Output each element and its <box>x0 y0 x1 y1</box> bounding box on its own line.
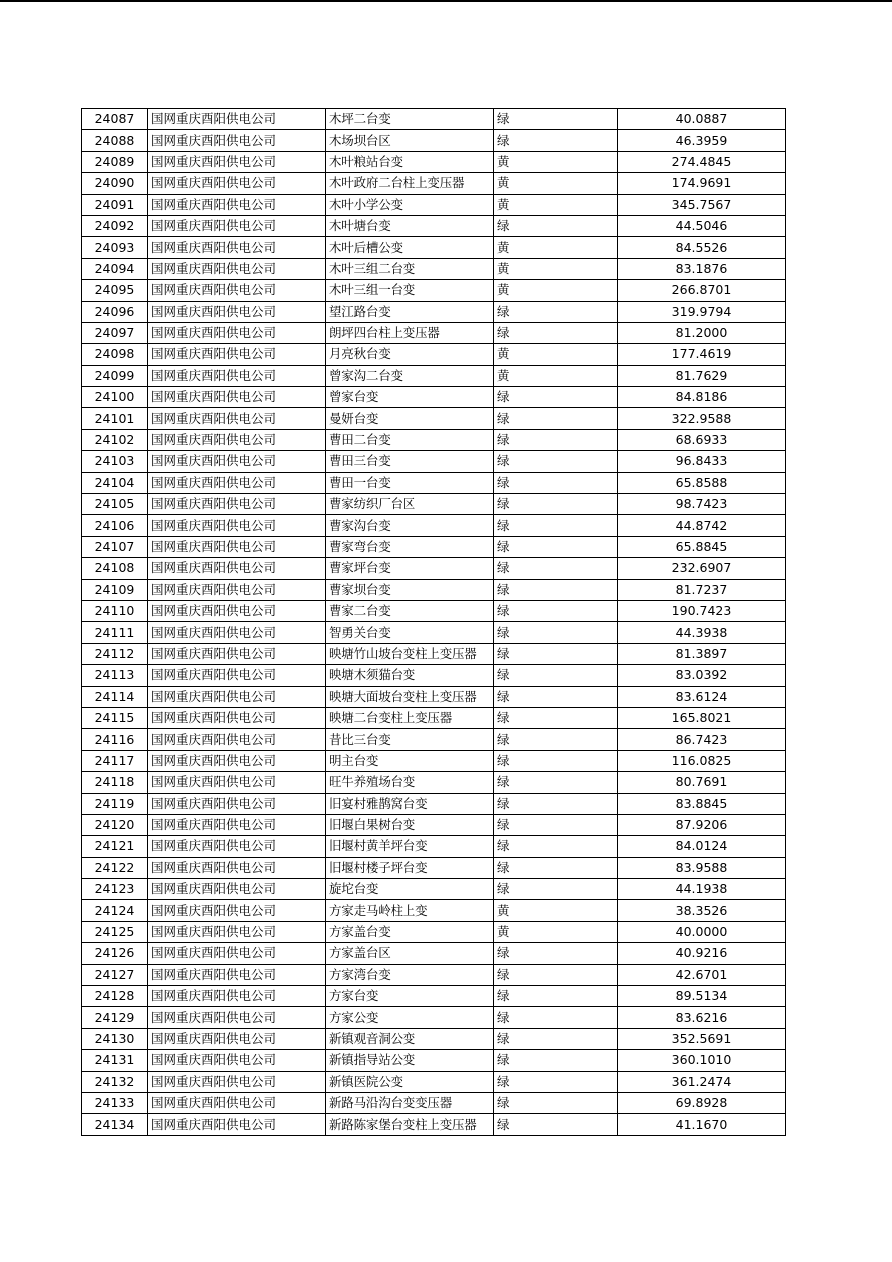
value-cell: 89.5134 <box>618 986 786 1007</box>
company-cell: 国网重庆酉阳供电公司 <box>148 558 326 579</box>
station-name-cell: 曹家二台变 <box>326 600 494 621</box>
table-row <box>82 729 786 750</box>
value-cell: 83.0392 <box>618 665 786 686</box>
station-name-cell: 木叶三组二台变 <box>326 258 494 279</box>
status-level-cell: 绿 <box>494 515 618 536</box>
table-row <box>82 772 786 793</box>
value-cell: 44.8742 <box>618 515 786 536</box>
status-level-cell: 黄 <box>494 344 618 365</box>
status-level-cell: 绿 <box>494 857 618 878</box>
status-level-cell: 绿 <box>494 986 618 1007</box>
company-cell: 国网重庆酉阳供电公司 <box>148 1007 326 1028</box>
table-row <box>82 494 786 515</box>
status-level-cell: 绿 <box>494 622 618 643</box>
row-id-cell: 24104 <box>82 472 148 493</box>
row-id-cell: 24129 <box>82 1007 148 1028</box>
station-name-cell: 月亮秋台变 <box>326 344 494 365</box>
table-row <box>82 1007 786 1028</box>
company-cell: 国网重庆酉阳供电公司 <box>148 900 326 921</box>
value-cell: 232.6907 <box>618 558 786 579</box>
row-id-cell: 24106 <box>82 515 148 536</box>
row-id-cell: 24132 <box>82 1071 148 1092</box>
status-level-cell: 绿 <box>494 109 618 130</box>
company-cell: 国网重庆酉阳供电公司 <box>148 857 326 878</box>
status-level-cell: 绿 <box>494 429 618 450</box>
company-cell: 国网重庆酉阳供电公司 <box>148 1028 326 1049</box>
value-cell: 360.1010 <box>618 1050 786 1071</box>
value-cell: 40.0000 <box>618 921 786 942</box>
station-name-cell: 昔比三台变 <box>326 729 494 750</box>
company-cell: 国网重庆酉阳供电公司 <box>148 1092 326 1113</box>
row-id-cell: 24096 <box>82 301 148 322</box>
row-id-cell: 24122 <box>82 857 148 878</box>
company-cell: 国网重庆酉阳供电公司 <box>148 365 326 386</box>
row-id-cell: 24123 <box>82 879 148 900</box>
status-level-cell: 绿 <box>494 301 618 322</box>
table-row <box>82 986 786 1007</box>
value-cell: 98.7423 <box>618 494 786 515</box>
station-name-cell: 木叶三组一台变 <box>326 280 494 301</box>
station-name-cell: 新镇观音洞公变 <box>326 1028 494 1049</box>
status-level-cell: 绿 <box>494 729 618 750</box>
status-level-cell: 绿 <box>494 322 618 343</box>
station-name-cell: 曾家台变 <box>326 387 494 408</box>
row-id-cell: 24119 <box>82 793 148 814</box>
station-name-cell: 智勇关台变 <box>326 622 494 643</box>
station-name-cell: 旧宴村雅鹊窝台变 <box>326 793 494 814</box>
status-level-cell: 绿 <box>494 558 618 579</box>
row-id-cell: 24105 <box>82 494 148 515</box>
row-id-cell: 24090 <box>82 173 148 194</box>
value-cell: 83.6124 <box>618 686 786 707</box>
value-cell: 44.3938 <box>618 622 786 643</box>
company-cell: 国网重庆酉阳供电公司 <box>148 301 326 322</box>
table-row <box>82 814 786 835</box>
value-cell: 87.9206 <box>618 814 786 835</box>
value-cell: 96.8433 <box>618 451 786 472</box>
value-cell: 81.7629 <box>618 365 786 386</box>
table-row <box>82 173 786 194</box>
status-level-cell: 绿 <box>494 836 618 857</box>
row-id-cell: 24095 <box>82 280 148 301</box>
status-level-cell: 绿 <box>494 1092 618 1113</box>
company-cell: 国网重庆酉阳供电公司 <box>148 258 326 279</box>
status-level-cell: 黄 <box>494 365 618 386</box>
table-row <box>82 1071 786 1092</box>
station-name-cell: 映塘木须猫台变 <box>326 665 494 686</box>
table-row <box>82 643 786 664</box>
status-level-cell: 黄 <box>494 900 618 921</box>
data-table <box>81 108 786 1136</box>
status-level-cell: 绿 <box>494 879 618 900</box>
station-name-cell: 曹田二台变 <box>326 429 494 450</box>
station-name-cell: 木叶小学公变 <box>326 194 494 215</box>
company-cell: 国网重庆酉阳供电公司 <box>148 643 326 664</box>
value-cell: 319.9794 <box>618 301 786 322</box>
value-cell: 361.2474 <box>618 1071 786 1092</box>
table-row <box>82 301 786 322</box>
station-name-cell: 木坪二台变 <box>326 109 494 130</box>
value-cell: 266.8701 <box>618 280 786 301</box>
top-border-line <box>0 0 892 2</box>
company-cell: 国网重庆酉阳供电公司 <box>148 387 326 408</box>
row-id-cell: 24113 <box>82 665 148 686</box>
status-level-cell: 绿 <box>494 750 618 771</box>
row-id-cell: 24131 <box>82 1050 148 1071</box>
status-level-cell: 绿 <box>494 1007 618 1028</box>
table-row <box>82 622 786 643</box>
table-row <box>82 322 786 343</box>
company-cell: 国网重庆酉阳供电公司 <box>148 472 326 493</box>
status-level-cell: 绿 <box>494 793 618 814</box>
row-id-cell: 24098 <box>82 344 148 365</box>
table-row <box>82 194 786 215</box>
value-cell: 274.4845 <box>618 151 786 172</box>
station-name-cell: 朗坪四台柱上变压器 <box>326 322 494 343</box>
row-id-cell: 24118 <box>82 772 148 793</box>
row-id-cell: 24101 <box>82 408 148 429</box>
value-cell: 81.2000 <box>618 322 786 343</box>
value-cell: 322.9588 <box>618 408 786 429</box>
station-name-cell: 曼妍台变 <box>326 408 494 429</box>
row-id-cell: 24111 <box>82 622 148 643</box>
table-row <box>82 130 786 151</box>
company-cell: 国网重庆酉阳供电公司 <box>148 836 326 857</box>
row-id-cell: 24127 <box>82 964 148 985</box>
value-cell: 116.0825 <box>618 750 786 771</box>
company-cell: 国网重庆酉阳供电公司 <box>148 451 326 472</box>
station-name-cell: 曹家坝台变 <box>326 579 494 600</box>
status-level-cell: 绿 <box>494 814 618 835</box>
station-name-cell: 旧堰村黄羊坪台变 <box>326 836 494 857</box>
company-cell: 国网重庆酉阳供电公司 <box>148 429 326 450</box>
row-id-cell: 24110 <box>82 600 148 621</box>
value-cell: 44.1938 <box>618 879 786 900</box>
value-cell: 83.9588 <box>618 857 786 878</box>
row-id-cell: 24133 <box>82 1092 148 1113</box>
row-id-cell: 24120 <box>82 814 148 835</box>
station-name-cell: 新路马沿沟台变变压器 <box>326 1092 494 1113</box>
value-cell: 83.1876 <box>618 258 786 279</box>
status-level-cell: 黄 <box>494 151 618 172</box>
row-id-cell: 24134 <box>82 1114 148 1135</box>
table-row <box>82 964 786 985</box>
table-row <box>82 750 786 771</box>
row-id-cell: 24094 <box>82 258 148 279</box>
value-cell: 352.5691 <box>618 1028 786 1049</box>
company-cell: 国网重庆酉阳供电公司 <box>148 579 326 600</box>
row-id-cell: 24091 <box>82 194 148 215</box>
row-id-cell: 24108 <box>82 558 148 579</box>
value-cell: 42.6701 <box>618 964 786 985</box>
status-level-cell: 绿 <box>494 943 618 964</box>
company-cell: 国网重庆酉阳供电公司 <box>148 665 326 686</box>
table-row <box>82 1092 786 1113</box>
status-level-cell: 绿 <box>494 451 618 472</box>
row-id-cell: 24087 <box>82 109 148 130</box>
status-level-cell: 绿 <box>494 408 618 429</box>
station-name-cell: 方家盖台变 <box>326 921 494 942</box>
company-cell: 国网重庆酉阳供电公司 <box>148 750 326 771</box>
row-id-cell: 24117 <box>82 750 148 771</box>
company-cell: 国网重庆酉阳供电公司 <box>148 151 326 172</box>
row-id-cell: 24116 <box>82 729 148 750</box>
status-level-cell: 绿 <box>494 964 618 985</box>
company-cell: 国网重庆酉阳供电公司 <box>148 322 326 343</box>
station-name-cell: 映塘二台变柱上变压器 <box>326 707 494 728</box>
status-level-cell: 绿 <box>494 494 618 515</box>
table-row <box>82 707 786 728</box>
station-name-cell: 木叶政府二台柱上变压器 <box>326 173 494 194</box>
station-name-cell: 明主台变 <box>326 750 494 771</box>
value-cell: 41.1670 <box>618 1114 786 1135</box>
status-level-cell: 绿 <box>494 579 618 600</box>
status-level-cell: 黄 <box>494 258 618 279</box>
company-cell: 国网重庆酉阳供电公司 <box>148 686 326 707</box>
table-row <box>82 793 786 814</box>
table-row <box>82 515 786 536</box>
table-row <box>82 280 786 301</box>
row-id-cell: 24089 <box>82 151 148 172</box>
station-name-cell: 望江路台变 <box>326 301 494 322</box>
row-id-cell: 24114 <box>82 686 148 707</box>
value-cell: 40.0887 <box>618 109 786 130</box>
company-cell: 国网重庆酉阳供电公司 <box>148 194 326 215</box>
table-row <box>82 665 786 686</box>
value-cell: 83.6216 <box>618 1007 786 1028</box>
status-level-cell: 绿 <box>494 772 618 793</box>
company-cell: 国网重庆酉阳供电公司 <box>148 1050 326 1071</box>
value-cell: 69.8928 <box>618 1092 786 1113</box>
company-cell: 国网重庆酉阳供电公司 <box>148 1071 326 1092</box>
company-cell: 国网重庆酉阳供电公司 <box>148 215 326 236</box>
table-row <box>82 387 786 408</box>
table-row <box>82 215 786 236</box>
company-cell: 国网重庆酉阳供电公司 <box>148 921 326 942</box>
table-row <box>82 451 786 472</box>
status-level-cell: 绿 <box>494 472 618 493</box>
value-cell: 84.5526 <box>618 237 786 258</box>
row-id-cell: 24107 <box>82 536 148 557</box>
row-id-cell: 24103 <box>82 451 148 472</box>
value-cell: 68.6933 <box>618 429 786 450</box>
company-cell: 国网重庆酉阳供电公司 <box>148 622 326 643</box>
company-cell: 国网重庆酉阳供电公司 <box>148 344 326 365</box>
value-cell: 40.9216 <box>618 943 786 964</box>
table-row <box>82 857 786 878</box>
station-name-cell: 木叶后槽公变 <box>326 237 494 258</box>
table-row <box>82 1114 786 1135</box>
row-id-cell: 24097 <box>82 322 148 343</box>
row-id-cell: 24088 <box>82 130 148 151</box>
company-cell: 国网重庆酉阳供电公司 <box>148 772 326 793</box>
status-level-cell: 黄 <box>494 173 618 194</box>
row-id-cell: 24092 <box>82 215 148 236</box>
status-level-cell: 绿 <box>494 1050 618 1071</box>
station-name-cell: 映塘竹山坡台变柱上变压器 <box>326 643 494 664</box>
value-cell: 81.7237 <box>618 579 786 600</box>
table-row <box>82 879 786 900</box>
station-name-cell: 方家湾台变 <box>326 964 494 985</box>
value-cell: 165.8021 <box>618 707 786 728</box>
status-level-cell: 绿 <box>494 536 618 557</box>
company-cell: 国网重庆酉阳供电公司 <box>148 109 326 130</box>
value-cell: 190.7423 <box>618 600 786 621</box>
station-name-cell: 曹田三台变 <box>326 451 494 472</box>
status-level-cell: 绿 <box>494 1114 618 1135</box>
status-level-cell: 绿 <box>494 707 618 728</box>
company-cell: 国网重庆酉阳供电公司 <box>148 707 326 728</box>
value-cell: 83.8845 <box>618 793 786 814</box>
table-row <box>82 921 786 942</box>
row-id-cell: 24124 <box>82 900 148 921</box>
company-cell: 国网重庆酉阳供电公司 <box>148 280 326 301</box>
table-row <box>82 344 786 365</box>
station-name-cell: 映塘大面坡台变柱上变压器 <box>326 686 494 707</box>
station-name-cell: 曹家沟台变 <box>326 515 494 536</box>
table-row <box>82 943 786 964</box>
status-level-cell: 黄 <box>494 237 618 258</box>
station-name-cell: 方家盖台区 <box>326 943 494 964</box>
station-name-cell: 曾家沟二台变 <box>326 365 494 386</box>
company-cell: 国网重庆酉阳供电公司 <box>148 986 326 1007</box>
company-cell: 国网重庆酉阳供电公司 <box>148 494 326 515</box>
value-cell: 38.3526 <box>618 900 786 921</box>
company-cell: 国网重庆酉阳供电公司 <box>148 793 326 814</box>
table-row <box>82 109 786 130</box>
value-cell: 174.9691 <box>618 173 786 194</box>
table-row <box>82 686 786 707</box>
value-cell: 84.8186 <box>618 387 786 408</box>
status-level-cell: 黄 <box>494 280 618 301</box>
table-row <box>82 408 786 429</box>
table-row <box>82 237 786 258</box>
row-id-cell: 24128 <box>82 986 148 1007</box>
status-level-cell: 绿 <box>494 686 618 707</box>
company-cell: 国网重庆酉阳供电公司 <box>148 729 326 750</box>
status-level-cell: 绿 <box>494 665 618 686</box>
station-name-cell: 新路陈家堡台变柱上变压器 <box>326 1114 494 1135</box>
status-level-cell: 黄 <box>494 921 618 942</box>
company-cell: 国网重庆酉阳供电公司 <box>148 943 326 964</box>
company-cell: 国网重庆酉阳供电公司 <box>148 408 326 429</box>
row-id-cell: 24112 <box>82 643 148 664</box>
table-row <box>82 365 786 386</box>
value-cell: 44.5046 <box>618 215 786 236</box>
row-id-cell: 24109 <box>82 579 148 600</box>
company-cell: 国网重庆酉阳供电公司 <box>148 1114 326 1135</box>
row-id-cell: 24099 <box>82 365 148 386</box>
status-level-cell: 绿 <box>494 1028 618 1049</box>
station-name-cell: 曹家弯台变 <box>326 536 494 557</box>
company-cell: 国网重庆酉阳供电公司 <box>148 130 326 151</box>
station-name-cell: 旋坨台变 <box>326 879 494 900</box>
table-row <box>82 900 786 921</box>
station-name-cell: 曹家纺织厂台区 <box>326 494 494 515</box>
company-cell: 国网重庆酉阳供电公司 <box>148 814 326 835</box>
value-cell: 80.7691 <box>618 772 786 793</box>
company-cell: 国网重庆酉阳供电公司 <box>148 879 326 900</box>
station-name-cell: 新镇医院公变 <box>326 1071 494 1092</box>
row-id-cell: 24130 <box>82 1028 148 1049</box>
table-row <box>82 429 786 450</box>
table-row <box>82 600 786 621</box>
value-cell: 177.4619 <box>618 344 786 365</box>
row-id-cell: 24093 <box>82 237 148 258</box>
company-cell: 国网重庆酉阳供电公司 <box>148 600 326 621</box>
station-name-cell: 木叶塘台变 <box>326 215 494 236</box>
status-level-cell: 绿 <box>494 130 618 151</box>
table-row <box>82 1050 786 1071</box>
status-level-cell: 黄 <box>494 194 618 215</box>
company-cell: 国网重庆酉阳供电公司 <box>148 237 326 258</box>
company-cell: 国网重庆酉阳供电公司 <box>148 536 326 557</box>
table-row <box>82 579 786 600</box>
value-cell: 84.0124 <box>618 836 786 857</box>
company-cell: 国网重庆酉阳供电公司 <box>148 515 326 536</box>
status-level-cell: 绿 <box>494 600 618 621</box>
table-row <box>82 1028 786 1049</box>
station-name-cell: 新镇指导站公变 <box>326 1050 494 1071</box>
value-cell: 65.8845 <box>618 536 786 557</box>
value-cell: 86.7423 <box>618 729 786 750</box>
row-id-cell: 24102 <box>82 429 148 450</box>
status-level-cell: 绿 <box>494 1071 618 1092</box>
station-name-cell: 方家台变 <box>326 986 494 1007</box>
station-name-cell: 曹家坪台变 <box>326 558 494 579</box>
table-row <box>82 151 786 172</box>
table-row <box>82 258 786 279</box>
value-cell: 345.7567 <box>618 194 786 215</box>
table-row <box>82 836 786 857</box>
station-name-cell: 旧堰白果树台变 <box>326 814 494 835</box>
row-id-cell: 24121 <box>82 836 148 857</box>
table-row <box>82 472 786 493</box>
value-cell: 65.8588 <box>618 472 786 493</box>
station-name-cell: 旧堰村楼子坪台变 <box>326 857 494 878</box>
station-name-cell: 旺牛养殖场台变 <box>326 772 494 793</box>
status-level-cell: 绿 <box>494 215 618 236</box>
station-name-cell: 木场坝台区 <box>326 130 494 151</box>
company-cell: 国网重庆酉阳供电公司 <box>148 964 326 985</box>
table-row <box>82 536 786 557</box>
status-level-cell: 绿 <box>494 643 618 664</box>
status-level-cell: 绿 <box>494 387 618 408</box>
value-cell: 81.3897 <box>618 643 786 664</box>
table-row <box>82 558 786 579</box>
row-id-cell: 24100 <box>82 387 148 408</box>
row-id-cell: 24126 <box>82 943 148 964</box>
table-body <box>82 109 786 1136</box>
station-name-cell: 方家公变 <box>326 1007 494 1028</box>
value-cell: 46.3959 <box>618 130 786 151</box>
row-id-cell: 24125 <box>82 921 148 942</box>
station-name-cell: 方家走马岭柱上变 <box>326 900 494 921</box>
station-name-cell: 木叶粮站台变 <box>326 151 494 172</box>
station-name-cell: 曹田一台变 <box>326 472 494 493</box>
row-id-cell: 24115 <box>82 707 148 728</box>
company-cell: 国网重庆酉阳供电公司 <box>148 173 326 194</box>
